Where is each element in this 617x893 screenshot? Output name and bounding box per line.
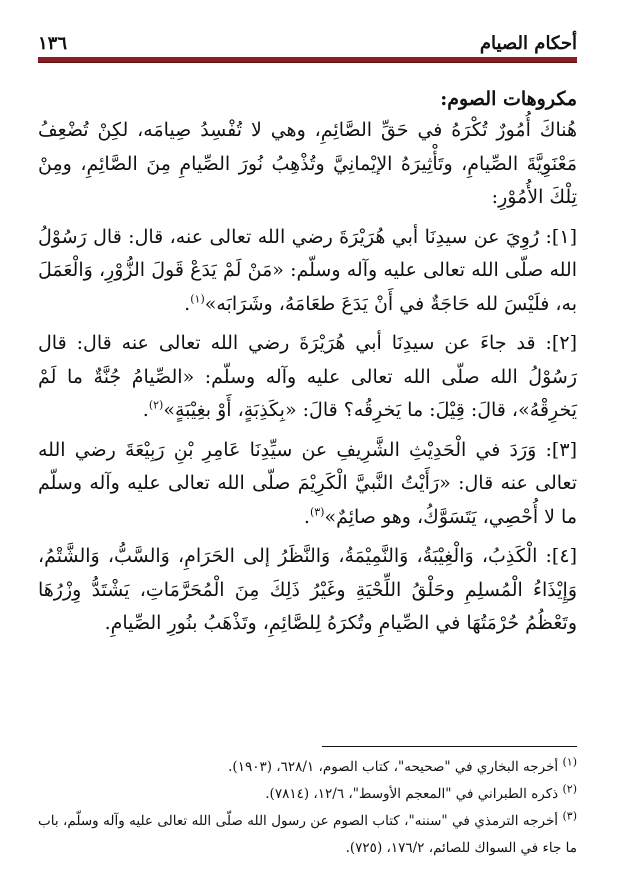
footnote	[38, 808, 577, 862]
item-tail: .	[303, 505, 310, 528]
footnote-number: (٣)	[562, 809, 577, 823]
item-text: قد جاءَ عن سيدِنَا أبي هُرَيْرَةَ رضي الله تعالى عنه قال: قال رَسُوْلُ الله صلّى الله تعالى عليه وآله وسلّم: «الصِّيامُ جُنَّةٌ ما لَمْ يَخرِقْهُ»، قالَ: قِيْلَ: ما يَخرِقُه؟ قالَ: «بِكَذِبَةٍ، أَوْ بغِيْبَةٍ»	[38, 332, 577, 421]
item-number: [٤]:	[545, 545, 577, 567]
footnote-number: (١)	[562, 755, 577, 769]
footnote-text: أخرجه الترمذي في "سننه"، كتاب الصوم عن رسول الله صلّى الله تعالى عليه وآله وسلّم، باب ما جاء في السواك للصائم، ١٧٦/٢، (٧٢٥).	[38, 813, 577, 856]
main-text	[38, 86, 577, 641]
item-text: وَرَدَ في الْحَدِيْثِ الشَّرِيفِ عن سيِّدِنَا عَامِرِ بْنِ رَبِيْعَةَ رضي الله تعالى عنه قال: «رَأَيْتُ النَّبيَّ الْكَرِيْمَ صلّى الله تعالى عليه وآله وسلّم ما لا أُحْصِي، يَتَسَوَّكُ، وهو صائِمٌ»	[38, 438, 577, 528]
item-tail: .	[142, 399, 149, 421]
item-text: رُوِيَ عن سيدِنَا أبي هُرَيْرَةَ رضي الله تعالى عنه، قال: قال رَسُوْلُ الله صلّى الله تعالى عليه وآله وسلّم: «مَنْ لَمْ يَدَعْ قَولَ الزُّوْرِ، وَالْعَمَلَ به، فلَيْسَ لله حَاجَةٌ في أَنْ يَدَعَ طعَامَهُ، وشَرَابَه»	[38, 225, 577, 315]
footnote-number: (٢)	[562, 782, 577, 796]
intro-paragraph: هُناكَ أُمُورٌ تُكْرَهُ في حَقِّ الصَّائِمِ، وهي لا تُفْسِدُ صِيامَه، لكِنْ تُضْعِفُ مَعْنَوِيَّةَ الصِّيامِ، وتَأْثِيرَهُ الإيْمانِيَّ وتُذْهِبُ نُورَ الصِّيامِ مِنَ الصَّائِمِ، ومِنْ تِلْكَ الأُمُوْرِ:	[38, 119, 577, 208]
footnote-marker[interactable]: (١)	[190, 292, 205, 306]
footnote-separator	[322, 746, 577, 747]
list-item	[38, 434, 577, 535]
item-tail: .	[184, 292, 191, 315]
item-number: [١]:	[545, 225, 577, 248]
list-item	[38, 221, 577, 322]
footnote-text: ذكره الطبراني في "المعجم الأوسط"، ١٢/٦، (٧٨١٤).	[265, 786, 559, 802]
footnotes	[38, 754, 577, 862]
header-rule	[38, 57, 577, 63]
running-title: أحكام الصيام	[479, 33, 577, 54]
footnote-text: أخرجه البخاري في "صحيحه"، كتاب الصوم، ٦٢٨/١، (١٩٠٣).	[228, 759, 559, 775]
running-header	[38, 22, 577, 54]
list-item	[38, 327, 577, 428]
page-number: ١٣٦	[38, 33, 68, 54]
list-item	[38, 540, 577, 641]
footnote-marker[interactable]: (٢)	[148, 398, 164, 412]
section-heading: مكروهات الصوم:	[440, 88, 577, 110]
footnote	[38, 754, 577, 781]
item-number: [٣]:	[545, 438, 577, 461]
footnote-marker[interactable]: (٣)	[309, 505, 325, 519]
footnote	[38, 781, 577, 808]
item-text: الْكَذِبُ، وَالْغِيْبَةُ، وَالنَّمِيْمَةُ، وَالنَّظَرُ إلى الحَرَامِ، وَالسَّبُّ، وَالشَّتْمُ، وَإِيْذَاءُ الْمُسلِمِ وحَلْقُ اللِّحْيَةِ وغَيْرُ ذَلِكَ مِنَ الْمُحَرَّمَاتِ، يَشْتَدُّ وِزْرُهَا وتَعْظُمُ حُرْمَتُهَا في الصِّيامِ وتُكرَهُ لِلصَّائِمِ، وتَذْهَبُ بنُورِ الصِّيامِ.	[38, 545, 577, 634]
item-number: [٢]:	[545, 332, 577, 354]
